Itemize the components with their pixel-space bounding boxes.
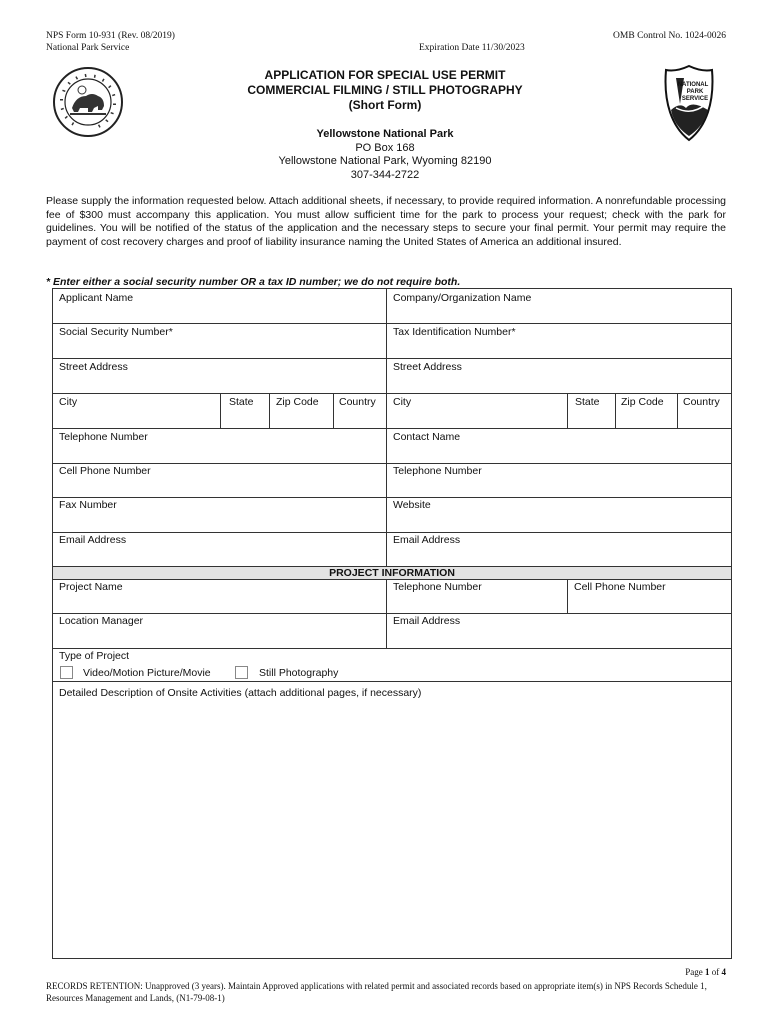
park-po-box: PO Box 168 <box>355 141 415 154</box>
divider <box>269 394 270 429</box>
row-applicant <box>53 289 731 324</box>
telephone-right-field[interactable]: Telephone Number <box>393 465 482 477</box>
country-right-field[interactable]: Country <box>683 396 720 408</box>
applicant-name-field[interactable]: Applicant Name <box>59 292 134 304</box>
location-manager-field[interactable]: Location Manager <box>59 615 144 627</box>
intro-paragraph: Please supply the information requested below. Attach additional sheets, if necessary, to provide required information. A nonrefundable processing fee of $300 must accompany this application. You must allow sufficient time for the park to process your request; check with the park for guidelines. You will be notified of the status of the application and the necessary steps to secure your final permit. Your permit may require the payment of cost recovery charges and proof of liability insurance naming the United States of America an additional insured. <box>46 195 726 248</box>
state-left-field[interactable]: State <box>229 396 254 408</box>
form-number: NPS Form 10-931 (Rev. 08/2019) <box>46 31 175 41</box>
divider <box>567 394 568 429</box>
street-address-left-field[interactable]: Street Address <box>59 361 128 373</box>
title-line-3: (Short Form) <box>348 98 422 112</box>
park-city: Yellowstone National Park, Wyoming 82190 <box>278 155 492 167</box>
zip-left-field[interactable]: Zip Code <box>276 396 319 408</box>
svg-text:PARK: PARK <box>686 89 704 95</box>
park-name: Yellowstone National Park <box>316 128 454 140</box>
svg-text:SERVICE: SERVICE <box>681 96 709 102</box>
state-right-field[interactable]: State <box>575 396 600 408</box>
city-right-field[interactable]: City <box>393 396 412 408</box>
still-photography-label: Still Photography <box>259 667 339 679</box>
agency-name: National Park Service <box>46 43 130 53</box>
row-street <box>53 359 731 394</box>
project-email-field[interactable]: Email Address <box>393 615 461 627</box>
omb-control: OMB Control No. 1024-0026 <box>613 31 726 41</box>
records-retention: RECORDS RETENTION: Unapproved (3 years). Maintain Approved applications with related permit and associated records based on appropriate item(s) in NPS Records Schedule 1, Resources Management and Lands, (N1-79-08-1) <box>46 981 707 1003</box>
city-left-field[interactable]: City <box>59 396 78 408</box>
page-total: 4 <box>721 967 726 977</box>
expiration-date: Expiration Date 11/30/2023 <box>419 43 525 53</box>
description-label: Detailed Description of Onsite Activities (attach additional pages, if necessary) <box>59 687 422 699</box>
type-of-project-label: Type of Project <box>59 650 130 662</box>
zip-right-field[interactable]: Zip Code <box>621 396 664 408</box>
divider <box>333 394 334 429</box>
row-cell <box>53 464 731 498</box>
email-right-field[interactable]: Email Address <box>393 534 461 546</box>
page-number <box>685 967 726 977</box>
website-field[interactable]: Website <box>393 499 431 511</box>
description-textarea[interactable] <box>53 699 731 957</box>
svg-text:NATIONAL: NATIONAL <box>677 82 709 88</box>
row-type-of-project <box>53 649 731 682</box>
divider <box>615 394 616 429</box>
project-information-header: PROJECT INFORMATION <box>53 566 731 580</box>
contact-name-field[interactable]: Contact Name <box>393 431 461 443</box>
divider <box>677 394 678 429</box>
telephone-left-field[interactable]: Telephone Number <box>59 431 148 443</box>
title-line-1: APPLICATION FOR SPECIAL USE PERMIT <box>264 68 506 82</box>
project-name-field[interactable]: Project Name <box>59 581 123 593</box>
divider <box>567 579 568 614</box>
country-left-field[interactable]: Country <box>339 396 376 408</box>
cell-phone-left-field[interactable]: Cell Phone Number <box>59 465 151 477</box>
page-current: 1 <box>705 967 710 977</box>
project-cell-field[interactable]: Cell Phone Number <box>574 581 666 593</box>
title-line-2: COMMERCIAL FILMING / STILL PHOTOGRAPHY <box>247 83 523 97</box>
divider <box>220 394 221 429</box>
row-location-manager <box>53 614 731 649</box>
fax-field[interactable]: Fax Number <box>59 499 117 511</box>
ssn-field[interactable]: Social Security Number* <box>59 326 173 338</box>
email-left-field[interactable]: Email Address <box>59 534 127 546</box>
page-prefix: Page <box>685 967 703 977</box>
street-address-right-field[interactable]: Street Address <box>393 361 462 373</box>
page-of: of <box>711 967 720 977</box>
row-telephone <box>53 429 731 464</box>
park-address <box>0 128 770 182</box>
tax-id-field[interactable]: Tax Identification Number* <box>393 326 516 338</box>
company-name-field[interactable]: Company/Organization Name <box>393 292 532 304</box>
park-phone: 307-344-2722 <box>350 168 420 181</box>
application-form <box>52 288 732 959</box>
project-telephone-field[interactable]: Telephone Number <box>393 581 482 593</box>
form-title <box>0 68 770 113</box>
video-label: Video/Motion Picture/Movie <box>83 667 211 679</box>
ssn-note: * Enter either a social security number OR a tax ID number; we do not require both. <box>46 276 461 288</box>
row-fax <box>53 498 731 533</box>
header-left <box>46 30 175 54</box>
